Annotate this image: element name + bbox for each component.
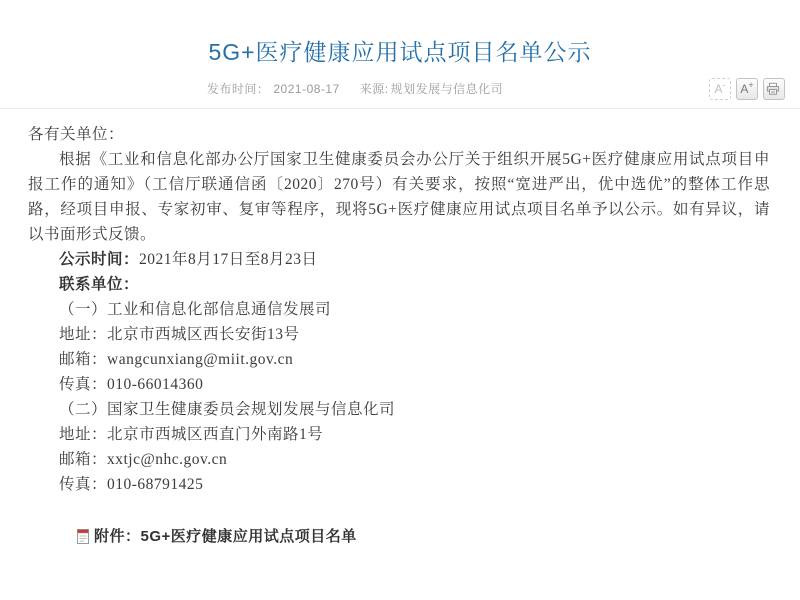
contact-1-fax: 传真：010-66014360	[59, 376, 204, 393]
attachment-doc-icon	[76, 528, 91, 545]
attachment-label: 附件：	[94, 528, 141, 545]
salutation: 各有关单位：	[28, 126, 125, 143]
contact-1-email: 邮箱：wangcunxiang@miit.gov.cn	[59, 351, 294, 368]
meta-text	[0, 78, 800, 100]
printer-icon	[766, 82, 780, 96]
font-increase-letter: A	[740, 82, 749, 96]
print-button[interactable]	[763, 78, 785, 100]
contact-1-name: （一）工业和信息化部信息通信发展司	[59, 301, 332, 318]
source-value: 规划发展与信息化司	[390, 82, 504, 96]
publicity-time-value: 2021年8月17日至8月23日	[139, 251, 318, 268]
article-body	[0, 109, 800, 549]
contact-2-name: （二）国家卫生健康委员会规划发展与信息化司	[59, 401, 396, 418]
font-decrease-letter: A	[714, 82, 723, 96]
main-paragraph: 根据《工业和信息化部办公厅国家卫生健康委员会办公厅关于组织开展5G+医疗健康应用试点项目申报工作的通知》（工信厅联通信函〔2020〕270号）有关要求，按照“宽进严出，优中选优”的整体工作思路，经项目申报、专家初审、复审等程序，现将5G+医疗健康应用试点项目名单予以公示。如有异议，请以书面形式反馈。	[28, 151, 770, 243]
publish-time-label: 发布时间：	[206, 82, 270, 96]
plus-sign: +	[748, 80, 754, 90]
minus-sign: -	[722, 80, 726, 90]
contact-2-fax: 传真：010-68791425	[59, 476, 204, 493]
contact-units-line	[28, 272, 770, 297]
contact-2-email: 邮箱：xxtjc@nhc.gov.cn	[59, 451, 228, 468]
contact-units-label: 联系单位：	[59, 276, 140, 293]
attachment-link[interactable]: 5G+医疗健康应用试点项目名单	[140, 528, 357, 545]
page-title: 5G+医疗健康应用试点项目名单公示	[208, 39, 592, 65]
font-toolbar	[709, 78, 785, 100]
attachment-row	[76, 524, 770, 549]
publicity-time-line	[28, 247, 770, 272]
contact-1-address: 地址：北京市西城区西长安街13号	[59, 326, 300, 343]
font-increase-button[interactable]	[736, 78, 758, 100]
publicity-time-label: 公示时间：	[59, 251, 140, 268]
source-label: 来源:	[359, 82, 389, 96]
meta-row	[0, 78, 800, 100]
contact-2-address: 地址：北京市西城区西直门外南路1号	[59, 426, 324, 443]
publish-time-value: 2021-08-17	[273, 82, 340, 96]
font-decrease-button[interactable]	[709, 78, 731, 100]
